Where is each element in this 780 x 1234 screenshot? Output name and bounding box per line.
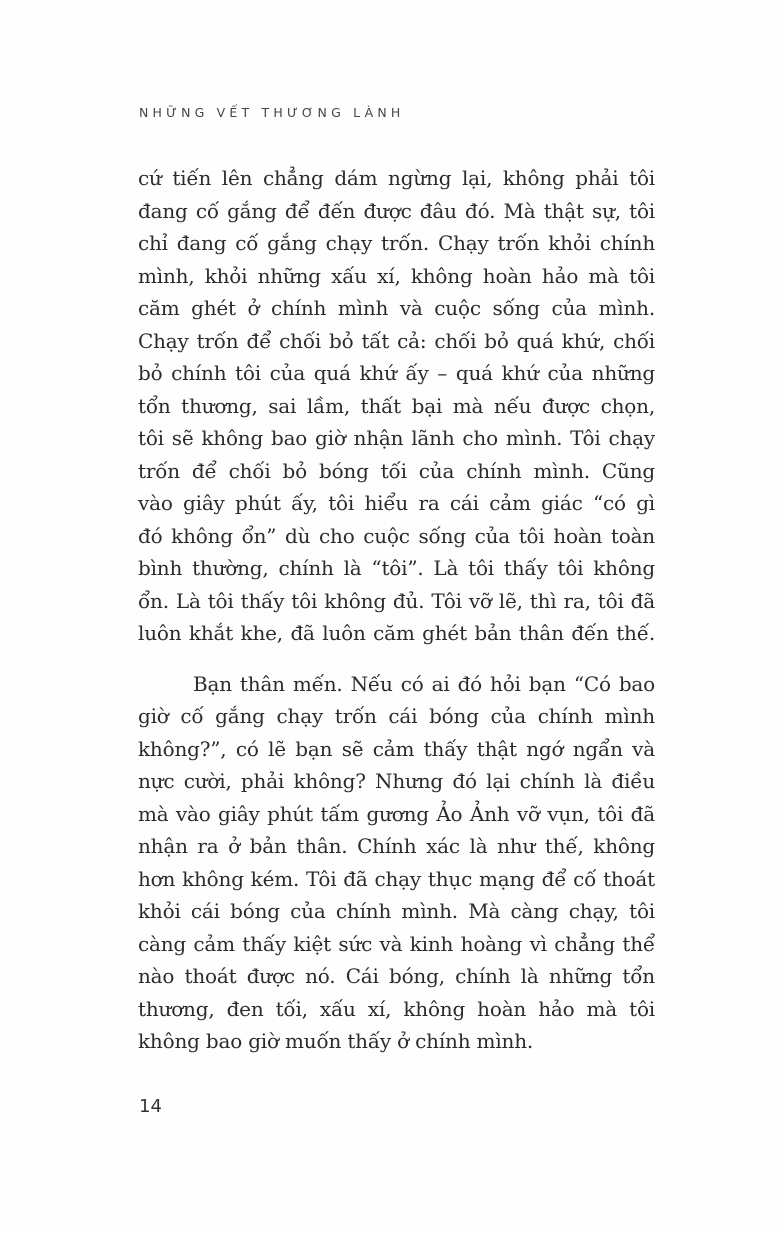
- text-line: bình thường, chính là “tôi”. Là tôi thấy tôi không: [138, 556, 655, 580]
- text-line: cứ tiến lên chẳng dám ngừng lại, không phải tôi: [138, 166, 655, 190]
- text-line: đó không ổn” dù cho cuộc sống của tôi hoàn toàn: [138, 523, 655, 548]
- text-line: đang cố gắng để đến được đâu đó. Mà thật sự, tôi: [138, 198, 655, 223]
- text-line: không bao giờ muốn thấy ở chính mình.: [138, 1029, 534, 1053]
- text-line: mà vào giây phút tấm gương Ảo Ảnh vỡ vụn, tôi đã: [138, 801, 655, 826]
- body-text: [138, 162, 655, 1058]
- text-line: nào thoát được nó. Cái bóng, chính là những tổn: [138, 964, 655, 988]
- text-line: thương, đen tối, xấu xí, không hoàn hảo mà tôi: [138, 996, 655, 1021]
- text-line: ổn. Là tôi thấy tôi không đủ. Tôi vỡ lẽ, thì ra, tôi đã: [138, 588, 655, 613]
- text-line: càng cảm thấy kiệt sức và kinh hoàng vì chẳng thể: [138, 931, 655, 956]
- text-line: căm ghét ở chính mình và cuộc sống của mình.: [138, 296, 655, 320]
- text-line: trốn để chối bỏ bóng tối của chính mình. Cũng: [138, 458, 655, 483]
- text-line: tôi sẽ không bao giờ nhận lãnh cho mình. Tôi chạy: [138, 426, 655, 450]
- paragraph: [138, 668, 655, 1058]
- page-number: 14: [139, 1096, 162, 1117]
- running-header: NHỮNG VẾT THƯƠNG LÀNH: [139, 105, 405, 120]
- text-line: chỉ đang cố gắng chạy trốn. Chạy trốn khỏi chính: [138, 231, 655, 255]
- text-line: tổn thương, sai lầm, thất bại mà nếu được chọn,: [138, 393, 655, 418]
- text-line: khỏi cái bóng của chính mình. Mà càng chạy, tôi: [138, 899, 655, 923]
- text-line: không?”, có lẽ bạn sẽ cảm thấy thật ngớ ngẩn và: [138, 736, 655, 761]
- text-line: Chạy trốn để chối bỏ tất cả: chối bỏ quá khứ, chối: [138, 328, 655, 353]
- text-line: luôn khắt khe, đã luôn căm ghét bản thân đến thế.: [138, 621, 655, 645]
- text-line: vào giây phút ấy, tôi hiểu ra cái cảm giác “có gì: [138, 491, 655, 515]
- text-line: Bạn thân mến. Nếu có ai đó hỏi bạn “Có bao: [193, 671, 655, 696]
- text-line: hơn không kém. Tôi đã chạy thục mạng để cố thoát: [138, 866, 655, 891]
- text-line: nực cười, phải không? Nhưng đó lại chính là điều: [138, 769, 655, 793]
- text-line: giờ cố gắng chạy trốn cái bóng của chính mình: [138, 704, 655, 728]
- text-line: bỏ chính tôi của quá khứ ấy – quá khứ của những: [138, 361, 655, 385]
- text-line: nhận ra ở bản thân. Chính xác là như thế, không: [138, 834, 655, 858]
- text-line: mình, khỏi những xấu xí, không hoàn hảo mà tôi: [138, 263, 655, 288]
- paragraph: [138, 162, 655, 650]
